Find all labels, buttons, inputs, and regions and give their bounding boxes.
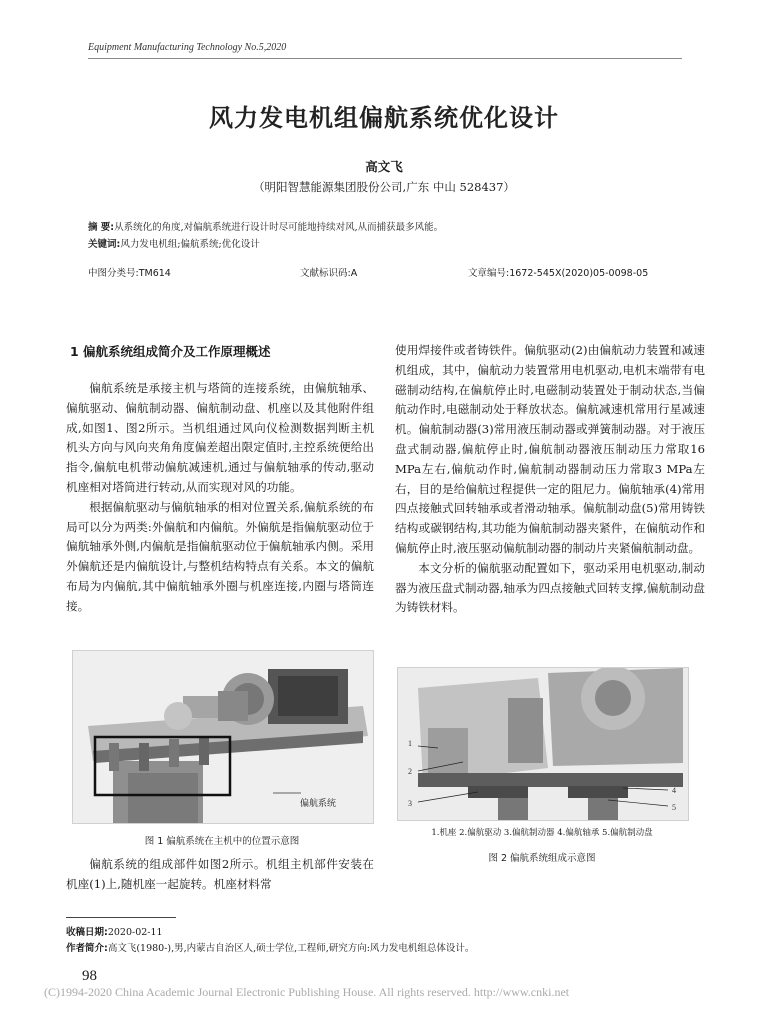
abstract-label: 摘 要: [88, 222, 115, 233]
classification-row [88, 265, 682, 279]
keywords-text: 风力发电机组;偏航系统;优化设计 [120, 239, 260, 250]
paragraph: 使用焊接件或者铸铁件。偏航驱动(2)由偏航动力装置和减速机组成，其中，偏航动力装置常用电机驱动,电机末端带有电磁制动结构,在偏航停止时,电磁制动装置处于制动状态,当偏航动作时,电磁制动处于释放状态。偏航减速机常用行星减速机。偏航制动器(3)常用液压制动器或弹簧制动器。对于液压盘式制动器,偏航停止时,偏航制动器液压制动压力常取16 MPa左右,偏航动作时,偏航制动器制动压力常取3 MPa左右，目的是给偏航过程提供一定的阻尼力。偏航轴承(4)常用四点接触式回转轴承或者滑动轴承。偏航制动盘(5)常用铸铁结构或碳钢结构,其功能为偏航制动器夹紧件，在偏航动作和偏航停止时,液压驱动偏航制动器的制动片夹紧偏航制动盘。 [395, 343, 705, 555]
figure-1-caption: 图 1 偏航系统在主机中的位置示意图 [144, 836, 300, 847]
paper-title: 风力发电机组偏航系统优化设计 [209, 104, 559, 132]
article-number: 文章编号:1672-545X(2020)05-0098-05 [468, 268, 649, 279]
right-column-text [395, 341, 705, 618]
affiliation: （明阳智慧能源集团股份公司,广东 中山 528437） [253, 180, 515, 194]
abstract-text: 从系统化的角度,对偏航系统进行设计时尽可能地持续对风,从而捕获最多风能。 [114, 222, 444, 233]
callout-5: 5 [672, 803, 676, 812]
figure-2-image [397, 667, 689, 821]
callout-2: 2 [408, 767, 412, 776]
callout-1: 1 [408, 739, 412, 748]
paragraph: 本文分析的偏航驱动配置如下，驱动采用电机驱动,制动器为液压盘式制动器,轴承为四点接触式回转支撑,偏航制动盘为铸铁材料。 [395, 560, 705, 615]
callout-4: 4 [672, 786, 676, 795]
journal-header: Equipment Manufacturing Technology No.5,2020 [88, 42, 287, 53]
paragraph: 偏航系统是承接主机与塔筒的连接系统，由偏航轴承、偏航驱动、偏航制动器、偏航制动盘、机座以及其他附件组成,如图1、图2所示。当机组通过风向仪检测数据判断主机机头方向与风向夹角角度偏差超出限定值时,主控系统便给出指令,偏航电机带动偏航减速机,通过与偏航轴承的传动,驱动机座相对塔筒进行转动,从而实现对风的功能。 [66, 381, 374, 494]
section-heading: 1 偏航系统组成简介及工作原理概述 [70, 344, 271, 359]
paragraph: 根据偏航驱动与偏航轴承的相对位置关系,偏航系统的布局可以分为两类:外偏航和内偏航。外偏航是指偏航驱动位于偏航轴承外侧,内偏航是指偏航驱动位于偏航轴承内侧。采用外偏航还是内偏航设计,与整机结构特点有关系。本文的偏航布局为内偏航,其中偏航轴承外圈与机座连接,内圈与塔筒连接。 [66, 499, 374, 613]
received-date [66, 924, 163, 938]
left-column-bottom-text [66, 855, 374, 895]
paragraph: 偏航系统的组成部件如图2所示。机组主机部件安装在机座(1)上,随机座一起旋转。机座材料常 [66, 857, 374, 891]
header-rule [88, 58, 682, 59]
author-name: 高文飞 [365, 159, 403, 174]
figure-2-caption: 图 2 偏航系统组成示意图 [488, 853, 596, 864]
yaw-system-illustration [398, 668, 688, 820]
figure-1-callout: 偏航系统 [300, 799, 337, 809]
keywords [88, 236, 260, 250]
keywords-label: 关键词: [88, 239, 121, 250]
received-label: 收稿日期: [66, 927, 108, 938]
copyright-notice: (C)1994-2020 China Academic Journal Electronic Publishing House. All rights reserved. http://www.cnki.net [44, 985, 570, 999]
callout-3: 3 [408, 799, 412, 808]
page-number: 98 [82, 968, 97, 984]
clc-number: 中图分类号:TM614 [88, 268, 171, 279]
author-bio-label: 作者简介: [66, 943, 108, 954]
author-bio-text: 高文飞(1980-),男,内蒙古自治区人,硕士学位,工程师,研究方向:风力发电机组总体设计。 [107, 943, 475, 954]
footnote-rule [66, 917, 176, 918]
left-column-text [66, 379, 374, 617]
document-code: 文献标识码:A [300, 268, 358, 279]
received-value: 2020-02-11 [107, 927, 163, 938]
author-bio [66, 940, 474, 954]
figure-2-legend: 1.机座 2.偏航驱动 3.偏航制动器 4.偏航轴承 5.偏航制动盘 [431, 828, 653, 838]
abstract [88, 219, 443, 233]
